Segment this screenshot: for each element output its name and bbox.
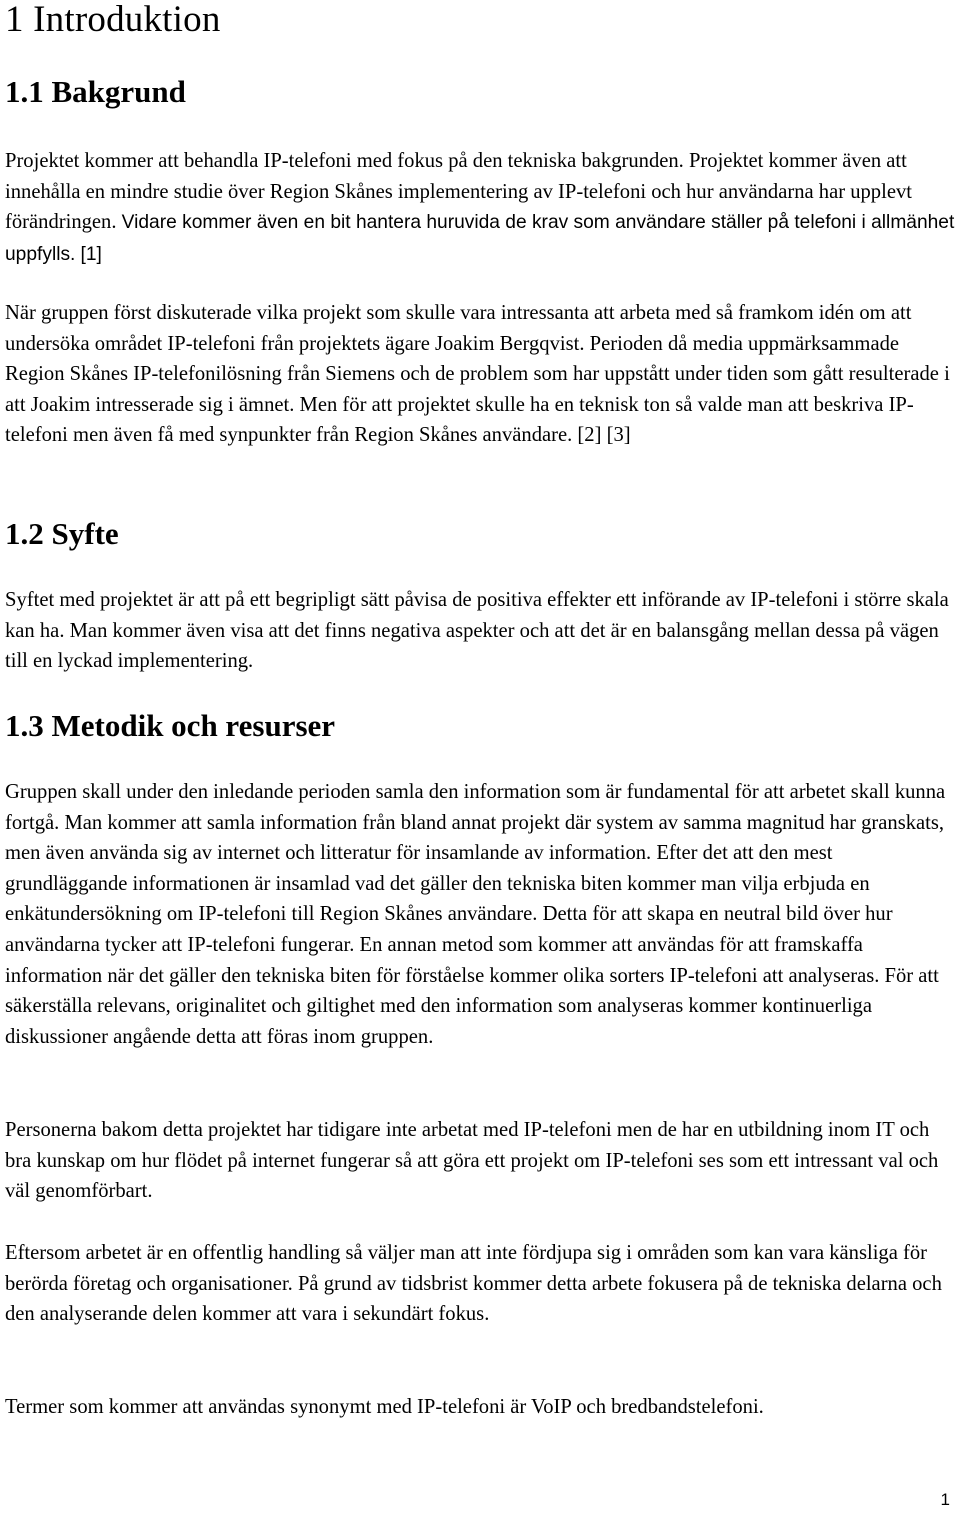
- paragraph-syfte-1: Syftet med projektet är att på ett begripligt sätt påvisa de positiva effekter ett införande av IP-telefoni i större skala kan ha. Man kommer även visa att det finns negativa aspekter och att det är en balansgång mellan dessa på vägen till en lyckad implementering.: [5, 589, 949, 673]
- section-heading-syfte: 1.2 Syfte: [5, 516, 119, 551]
- paragraph-bakgrund-1-sans: Vidare kommer även en bit hantera huruvida de krav som användare ställer på telefoni i allmänhet uppfylls.: [5, 212, 955, 265]
- section-heading-metodik: 1.3 Metodik och resurser: [5, 708, 336, 743]
- chapter-title: 1 Introduktion: [5, 0, 221, 40]
- section-heading-bakgrund: 1.1 Bakgrund: [5, 74, 186, 109]
- paragraph-metodik-3: Eftersom arbetet är en offentlig handling så väljer man att inte fördjupa sig i områden som kan vara känsliga för berörda företag och organisationer. På grund av tidsbrist kommer detta arbete fokusera på de tekniska delarna och den analyserande delen kommer att vara i sekundärt fokus.: [5, 1242, 942, 1326]
- paragraph-bakgrund-2: När gruppen först diskuterade vilka projekt som skulle vara intressanta att arbeta med så framkom idén om att undersöka området IP-telefoni från projektets ägare Joakim Bergqvist. Perioden då media uppmärksammade Region Skånes IP-telefonilösning från Siemens och de problem som har uppstått under tiden som gått resulterade i att Joakim intresserade sig i ämnet. Men för att projektet skulle ha en teknisk ton så valde man att beskriva IP-telefoni men även få med synpunkter från Region Skånes användare. [2] [3]: [5, 302, 950, 447]
- paragraph-bakgrund-1-serif: Projektet kommer att behandla IP-telefoni med fokus på den tekniska bakgrunden. Projektet kommer även att innehålla en mindre studie över Region Skånes implementering av IP-telefoni och hur användarna har upplevt förändringen.: [5, 150, 912, 234]
- paragraph-metodik-1: Gruppen skall under den inledande perioden samla den information som är fundamental för att arbetet skall kunna fortgå. Man kommer att samla information från bland annat projekt där system av samma magnitud har granskats, men även använda sig av internet och litteratur för insamlande av information. Efter det att den mest grundläggande informationen är insamlad vad det gäller den tekniska biten kommer man vilja erbjuda en enkätundersökning om IP-telefoni till Region Skånes användare. Detta för att skapa en neutral bild över hur användarna tycker att IP-telefoni fungerar. En annan metod som kommer att användas för att framskaffa information när det gäller den tekniska biten för förståelse kommer olika sorters IP-telefoni att analyseras. För att säkerställa relevans, originalitet och giltighet med den information som analyseras kommer kontinuerliga diskussioner angående detta att föras inom gruppen.: [5, 781, 946, 1048]
- paragraph-metodik-2: Personerna bakom detta projektet har tidigare inte arbetat med IP-telefoni men de har en utbildning inom IT och bra kunskap om hur flödet på internet fungerar så att göra ett projekt om IP-telefoni ses som ett intressant val och väl genomförbart.: [5, 1119, 939, 1203]
- page-number: 1: [940, 1490, 950, 1509]
- paragraph-metodik-4: Termer som kommer att användas synonymt med IP-telefoni är VoIP och bredbandstelefoni.: [5, 1396, 764, 1418]
- paragraph-bakgrund-1: [5, 146, 957, 270]
- reference-1: [1]: [80, 243, 102, 265]
